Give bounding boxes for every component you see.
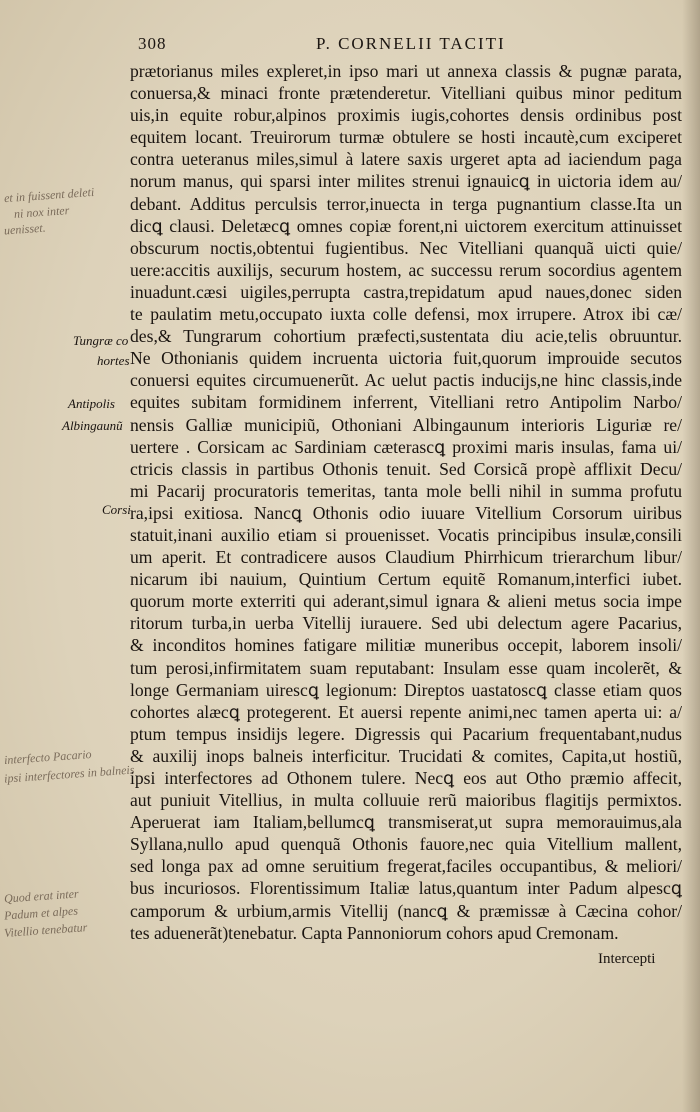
handwritten-note: ipsi interfectores in balneis	[3, 762, 135, 786]
handwritten-note: Vitellio tenebatur	[3, 920, 88, 940]
text-line: conuersi equites circumuenerũt. Ac uelut pactis inducijs,ne hinc classis,inde	[130, 370, 682, 391]
text-line: camporum & urbium,armis Vitellij (nancꝗ & præmissæ à Cæcina cohor/	[130, 900, 682, 921]
handwritten-note: et in fuissent deleti	[3, 184, 95, 206]
text-line: te paulatim metu,occupato iuxta colle defensi, mox irrupere. Atrox ibi cæ/	[130, 304, 682, 325]
catchword: Intercepti	[598, 951, 656, 967]
page-gutter-shadow	[682, 0, 700, 1112]
text-line: obscurum noctis,obtentui fugientibus. Nec Vitelliani quanquã uicti quie/	[130, 237, 682, 258]
text-line: cohortes alæcꝗ protegerent. Et auersi repente animi,nec tamen aperta ui: a/	[130, 701, 682, 722]
text-line: & inconditos homines fatigare militiæ muneribus occepit, laborem insoli/	[130, 635, 682, 656]
text-line: & auxilij inops balneis interficitur. Trucidati & comites, Capita,ut hostiũ,	[130, 745, 682, 766]
text-line: contra ueteranus miles,simul à latere saxis urgeret apta ad iaciendum paga	[130, 149, 682, 170]
handwritten-note: Quod erat inter	[3, 886, 80, 906]
text-line: des,& Tungrarum cohortium præfecti,sustentata diu acie,telis obruuntur.	[130, 326, 682, 347]
running-title: P. CORNELII TACITI	[316, 34, 506, 53]
text-line: Ne Othonianis quidem incruenta uictoria fuit,quorum improuide secutos	[130, 348, 682, 369]
side-note: Tungræ co	[73, 333, 129, 348]
side-note: Antipolis	[68, 396, 115, 411]
handwritten-note: interfecto Pacario	[3, 746, 93, 768]
side-note: Corsi	[102, 502, 131, 517]
text-line: quorum morte exterriti qui aderant,simul ignara & alieni metus socia impe	[130, 591, 682, 612]
text-line: uis,in equite robur,alpinos proximis iugis,cohortes densis ordinibus post	[130, 105, 682, 126]
text-line: sed longa pax ad omne seruitium fregerat,faciles occupantibus, & meliori/	[130, 856, 682, 877]
text-line: conuersa,& minaci fronte prætenderetur. Vitelliani quibus minor peditum	[130, 83, 682, 104]
text-line: uertere . Corsicam ac Sardiniam cæterascꝗ proximi maris insulas, fama ui/	[130, 436, 682, 457]
side-note: Albingaunũ	[62, 418, 123, 433]
text-line: ctricis classis in partibus Othonis tenuit. Sed Corsicã propè afflixit Decu/	[130, 458, 682, 479]
text-line: tum perosi,infirmitatem suam reputabant: Insulam esse quam incolerẽt, &	[130, 657, 682, 678]
text-line: ra,ipsi exitiosa. Nancꝗ Othonis odio iuuare Vitellium Corsorum uiribus	[130, 502, 682, 523]
text-line: um aperit. Et contradicere ausos Claudium Phirrhicum trierarchum libur/	[130, 547, 682, 568]
text-line: equites subitam formidinem inferrent, Vitelliani retro Antipolim Narbo/	[130, 392, 682, 413]
handwritten-note: Padum et alpes	[3, 903, 79, 923]
text-line: ipsi interfectores ad Othonem tulere. Necꝗ eos aut Otho præmio affecit,	[130, 768, 682, 788]
text-line: uere:accitis auxilijs, securum hostem, ac successu rerum socordius agentem	[130, 259, 682, 280]
text-line: debant. Additus perculsis terror,inuecta in terga pugnantium classe.Ita un	[130, 193, 682, 214]
text-line: bus incuriosos. Florentissimum Italiæ latus,quantum inter Padum alpescꝗ	[130, 878, 682, 899]
text-line: mi Pacarij procuratoris temeritas, tanta mole belli nihil in summa profutu	[130, 480, 682, 501]
side-note: hortes	[97, 353, 130, 368]
text-line: aut puniuit Vitellius, in multa colluuie rerũ maioribus flagitijs permixtos.	[130, 790, 682, 811]
body-text	[130, 60, 682, 944]
text-line: dicꝗ clausi. Deletæcꝗ omnes copiæ forent,ni uictorem exercitum attinuisset	[130, 215, 682, 236]
text-line: Aperuerat iam Italiam,bellumcꝗ transmiserat,ut supra memorauimus,ala	[130, 812, 682, 833]
text-line: equitem locant. Treuirorum turmæ obtulere se hosti incautè,cum exciperet	[130, 127, 682, 148]
text-line: tes aduenerãt)tenebatur. Capta Pannoniorum cohors apud Cremonam.	[130, 922, 619, 943]
page-number: 308	[138, 34, 167, 53]
handwritten-note: ni nox inter	[13, 203, 70, 221]
text-line: prætorianus miles expleret,in ipso mari ut annexa classis & pugnæ parata,	[130, 61, 682, 81]
text-line: nicarum ibi nauium, Quintium Certum equitẽ Romanum,interfici iubet.	[130, 569, 682, 590]
text-line: Syllana,nullo apud quenquã Othonis fauore,nec quia Vitellium mallent,	[130, 834, 682, 855]
text-line: norum manus, qui sparsi inter milites strenui ignauicꝗ in uictoria idem au/	[130, 171, 682, 192]
handwritten-note: uenisset.	[3, 220, 47, 238]
text-line: nensis Galliæ municipiũ, Othoniani Albingaunum interioris Liguriæ re/	[130, 414, 682, 435]
page-header	[138, 34, 678, 58]
text-line: ritorum turba,in uerba Vitellij iurauere. Sed ubi delectum agere Pacarius,	[130, 613, 682, 634]
text-line: statuit,inani auxilio etiam si prouenisset. Vocatis principibus insulæ,consili	[130, 524, 682, 545]
text-line: longe Germaniam uirescꝗ legionum: Direptos uastatoscꝗ classe etiam quos	[130, 679, 682, 700]
text-line: ptum tempus insidijs legere. Digressis qui Pacarium frequentabant,nudus	[130, 723, 682, 744]
text-line: inuadunt.cæsi uigiles,perrupta castra,trepidatum apud naues,donec siden	[130, 281, 682, 302]
